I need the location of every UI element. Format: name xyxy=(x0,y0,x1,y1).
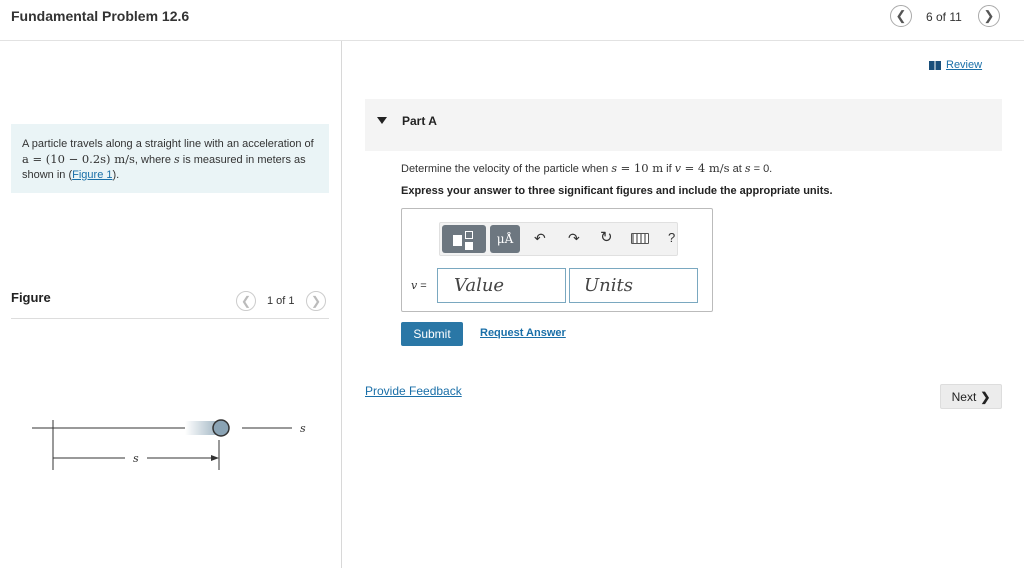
figure-prev-button[interactable] xyxy=(236,291,256,311)
units-input[interactable] xyxy=(569,268,698,303)
figure-next-button[interactable] xyxy=(306,291,326,311)
next-label: Next xyxy=(951,389,977,404)
undo-icon[interactable]: ↶ xyxy=(534,230,546,246)
question-math: = 4 m/s xyxy=(680,161,730,175)
variable-v: v xyxy=(411,279,418,292)
provide-feedback-link[interactable]: Provide Feedback xyxy=(365,384,462,398)
help-button[interactable]: ? xyxy=(668,230,676,245)
caret-down-icon xyxy=(377,117,387,124)
reset-icon[interactable]: ↻ xyxy=(600,229,613,246)
dim-arrow-head xyxy=(211,455,219,461)
next-button[interactable] xyxy=(940,384,1002,409)
particle-figure xyxy=(25,405,325,475)
submit-button[interactable]: Submit xyxy=(401,322,463,346)
figure-count: 1 of 1 xyxy=(267,295,295,307)
variable-s: s xyxy=(174,153,180,166)
problem-text: is measured in meters as shown in ( xyxy=(22,154,306,181)
redo-icon[interactable]: ↷ xyxy=(568,230,580,246)
chevron-left-icon: ❮ xyxy=(895,8,907,23)
question-part: at xyxy=(729,163,745,175)
math-toolbar xyxy=(439,222,678,256)
equals-sign: = xyxy=(417,280,427,292)
chevron-right-icon: ❯ xyxy=(310,294,322,308)
acceleration-equation: a = (10 − 0.2s) m/s xyxy=(22,152,135,166)
page-title: Fundamental Problem 12.6 xyxy=(11,8,190,24)
template-icon xyxy=(453,235,462,246)
answer-variable-label xyxy=(411,279,427,292)
question-text xyxy=(401,161,772,175)
units-symbols-button[interactable]: μÅ xyxy=(490,225,520,253)
templates-button[interactable] xyxy=(442,225,486,253)
previous-problem-button[interactable] xyxy=(890,5,912,27)
next-problem-button[interactable] xyxy=(978,5,1000,27)
answer-box xyxy=(401,208,713,312)
part-a-header[interactable] xyxy=(365,99,1002,151)
request-answer-link[interactable]: Request Answer xyxy=(480,327,566,339)
question-part: if xyxy=(663,163,675,175)
panel-divider xyxy=(341,41,342,568)
figure-divider xyxy=(11,318,329,319)
problem-text: ). xyxy=(112,169,120,181)
chevron-right-icon: ❯ xyxy=(980,389,991,404)
top-bar xyxy=(0,0,1024,41)
value-input[interactable] xyxy=(437,268,566,303)
instruction-text: Express your answer to three significant figures and include the appropriate units. xyxy=(401,185,833,197)
variable-s: s xyxy=(744,162,751,175)
s-dimension-label: s xyxy=(133,452,139,465)
review-label: Review xyxy=(946,59,983,71)
chevron-right-icon: ❯ xyxy=(983,8,995,23)
template-icon xyxy=(465,231,473,239)
keyboard-icon[interactable] xyxy=(631,233,649,244)
question-part: = 0. xyxy=(750,163,773,175)
book-icon xyxy=(929,61,941,70)
part-title: Part A xyxy=(402,114,437,128)
review-link[interactable] xyxy=(929,59,982,71)
chevron-left-icon: ❮ xyxy=(240,294,252,308)
problem-text: A particle travels along a straight line with an acceleration of xyxy=(22,138,314,150)
figure-heading: Figure xyxy=(11,290,51,305)
question-part: Determine the velocity of the particle when xyxy=(401,163,612,175)
figure-link[interactable]: Figure 1 xyxy=(72,169,113,181)
variable-s: s xyxy=(611,162,617,175)
template-icon xyxy=(465,242,473,250)
question-math: = 10 m xyxy=(616,161,664,175)
problem-text: , where xyxy=(134,154,175,166)
problem-statement xyxy=(11,124,329,193)
s-axis-label: s xyxy=(300,422,306,435)
particle xyxy=(213,420,229,436)
variable-v: v xyxy=(674,162,681,175)
problem-pager: 6 of 11 xyxy=(926,10,962,24)
